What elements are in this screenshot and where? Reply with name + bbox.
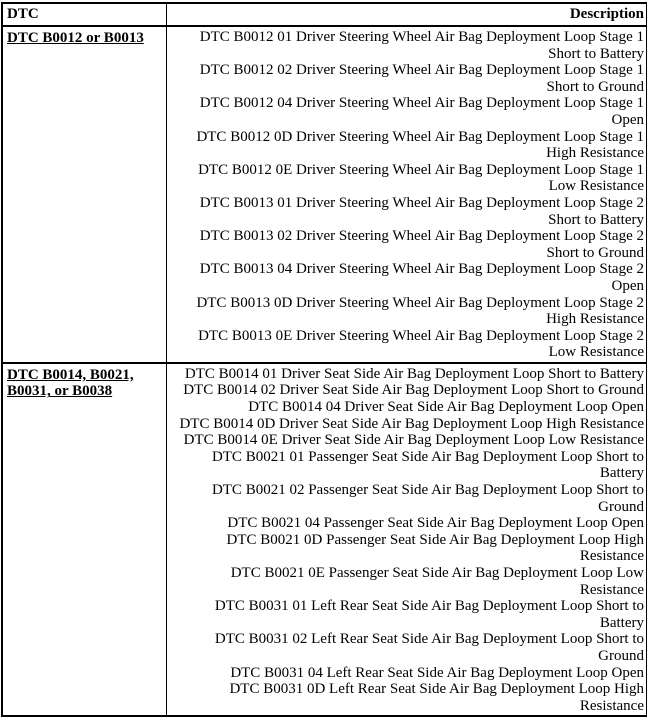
description-entry: DTC B0014 0E Driver Seat Side Air Bag Deployment Loop Low Resistance bbox=[183, 432, 644, 449]
description-entry: DTC B0013 02 Driver Steering Wheel Air Bag Deployment Loop Stage 2 Short to Ground bbox=[199, 228, 644, 261]
description-entry: DTC B0014 0D Driver Seat Side Air Bag Deployment Loop High Resistance bbox=[179, 415, 644, 432]
manual-page bbox=[0, 2, 647, 717]
description-entry: DTC B0012 01 Driver Steering Wheel Air Bag Deployment Loop Stage 1 Short to Battery bbox=[199, 29, 644, 62]
header-row bbox=[2, 3, 647, 26]
dtc-column-header: DTC bbox=[2, 3, 166, 26]
description-entry: DTC B0013 01 Driver Steering Wheel Air Bag Deployment Loop Stage 2 Short to Battery bbox=[199, 194, 644, 228]
table-body bbox=[2, 26, 647, 716]
description-entry: DTC B0012 0D Driver Steering Wheel Air Bag Deployment Loop Stage 1 High Resistance bbox=[196, 128, 644, 162]
dtc-code-label: DTC B0012 or B0013 bbox=[7, 30, 144, 46]
description-column-header: Description bbox=[166, 3, 647, 26]
dtc-code-cell bbox=[2, 363, 166, 716]
description-entry: DTC B0013 04 Driver Steering Wheel Air Bag Deployment Loop Stage 2 Open bbox=[199, 261, 644, 294]
dtc-code-cell bbox=[2, 26, 166, 363]
table-row bbox=[2, 363, 647, 716]
description-entry: DTC B0013 0D Driver Steering Wheel Air Bag Deployment Loop Stage 2 High Resistance bbox=[196, 294, 644, 328]
description-entry: DTC B0012 04 Driver Steering Wheel Air Bag Deployment Loop Stage 1 Open bbox=[199, 95, 644, 128]
description-entry: DTC B0031 0D Left Rear Seat Side Air Bag Deployment Loop High Resistance bbox=[229, 681, 644, 714]
description-entry: DTC B0031 02 Left Rear Seat Side Air Bag Deployment Loop Short to Ground bbox=[214, 631, 644, 664]
description-cell bbox=[166, 26, 647, 363]
description-entry: DTC B0021 0E Passenger Seat Side Air Bag Deployment Loop Low Resistance bbox=[230, 565, 644, 598]
description-entry: DTC B0013 0E Driver Steering Wheel Air Bag Deployment Loop Stage 2 Low Resistance bbox=[198, 327, 644, 361]
description-entry: DTC B0021 01 Passenger Seat Side Air Bag Deployment Loop Short to Battery bbox=[211, 448, 644, 482]
description-entry: DTC B0021 04 Passenger Seat Side Air Bag Deployment Loop Open bbox=[227, 515, 644, 532]
description-entry: DTC B0031 01 Left Rear Seat Side Air Bag Deployment Loop Short to Battery bbox=[214, 598, 644, 631]
description-entry: DTC B0014 02 Driver Seat Side Air Bag Deployment Loop Short to Ground bbox=[183, 382, 644, 399]
description-entry: DTC B0021 02 Passenger Seat Side Air Bag Deployment Loop Short to Ground bbox=[211, 482, 644, 515]
description-entry: DTC B0012 02 Driver Steering Wheel Air Bag Deployment Loop Stage 1 Short to Ground bbox=[199, 62, 644, 95]
dtc-description-table bbox=[1, 2, 647, 717]
description-entry: DTC B0021 0D Passenger Seat Side Air Bag Deployment Loop High Resistance bbox=[226, 531, 644, 565]
description-cell bbox=[166, 363, 647, 716]
table-row bbox=[2, 26, 647, 363]
dtc-code-label: DTC B0014, B0021, B0031, or B0038 bbox=[7, 366, 134, 400]
description-entry: DTC B0012 0E Driver Steering Wheel Air Bag Deployment Loop Stage 1 Low Resistance bbox=[198, 161, 644, 195]
description-entry: DTC B0031 04 Left Rear Seat Side Air Bag Deployment Loop Open bbox=[230, 664, 644, 681]
description-entry: DTC B0014 04 Driver Seat Side Air Bag Deployment Loop Open bbox=[248, 399, 644, 416]
description-entry: DTC B0014 01 Driver Seat Side Air Bag Deployment Loop Short to Battery bbox=[184, 365, 644, 382]
